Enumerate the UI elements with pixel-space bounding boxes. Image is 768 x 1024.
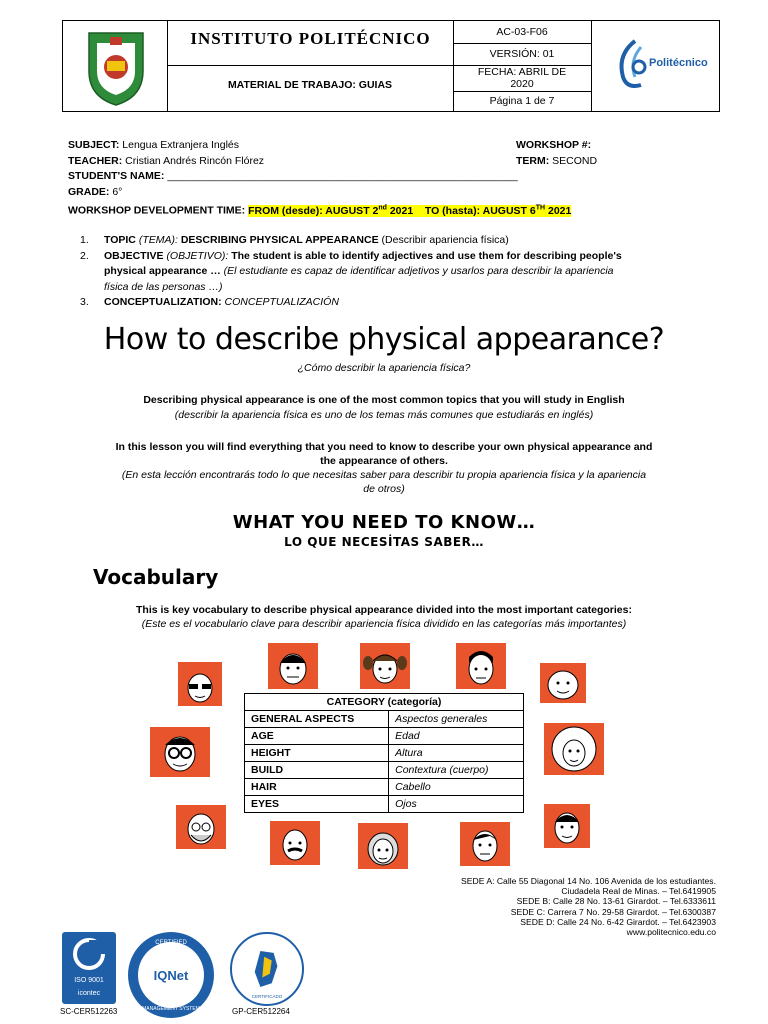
table-row: HEIGHT Altura bbox=[245, 745, 524, 762]
objective-label: OBJECTIVE bbox=[104, 249, 164, 262]
face-girl-pigtails-illustration bbox=[360, 643, 410, 689]
teacher-value: Cristian Andrés Rincón Flórez bbox=[122, 154, 265, 167]
face-short-hair-man-illustration bbox=[544, 804, 590, 848]
student-name-label: STUDENT'S NAME: bbox=[68, 170, 165, 182]
divider bbox=[591, 21, 592, 111]
intro-paragraph: Describing physical appearance is one of the most common topics that you will study in English (describir la apariencia física es uno de los temas más comunes que estudiarás en inglés) bbox=[143, 394, 625, 421]
student-name-field[interactable]: ____________________________________________________________ bbox=[164, 170, 518, 182]
face-old-woman-illustration bbox=[358, 823, 408, 869]
subject-value: Lengua Extranjera Inglés bbox=[119, 139, 240, 151]
page-subtitle: ¿Cómo describir la apariencia física? bbox=[297, 362, 471, 374]
ntcgp-badge: CERTIFICADO bbox=[230, 932, 304, 1006]
topic-value: DESCRIBING PHYSICAL APPEARANCE bbox=[177, 234, 379, 246]
need-to-know-subtitle: LO QUE NECESİTAS SABER… bbox=[284, 535, 484, 549]
objective-value: The student is able to identify adjectives and use them for describing people's bbox=[228, 249, 622, 262]
table-row: AGE Edad bbox=[245, 728, 524, 745]
objectives-list: 1. TOPIC (TEMA): DESCRIBING PHYSICAL APPEARANCE (Describir apariencia física) 2. OBJECTIVE (OBJETIVO): The student is able to identify adjectives and use them for describing people's physical appearance … (El estudiante es capaz de identificar adjetivos y usarlos para describir la apariencia física de las personas …) 3. CONCEPTUALIZATION: CONCEPTUALIZACIÓN bbox=[80, 234, 622, 308]
category-table bbox=[244, 693, 524, 813]
institution-name: INSTITUTO POLITÉCNICO bbox=[190, 29, 431, 48]
face-man-dark-hair-illustration bbox=[456, 643, 506, 689]
material-label: MATERIAL DE TRABAJO: GUIAS bbox=[227, 79, 393, 91]
term-value: SECOND bbox=[549, 154, 598, 167]
objective-translation: (El estudiante es capaz de identificar adjetivos y usarlos para describir la apariencia bbox=[220, 265, 614, 277]
face-round-man-illustration bbox=[540, 663, 586, 703]
face-beard-man-illustration bbox=[176, 805, 226, 849]
footer-addresses: SEDE A: Calle 55 Diagonal 14 No. 106 Avenida de los estudiantes. Ciudadela Real de Minas. – Tel.6419905 SEDE B: Calle 28 No. 13-61 Girardot. – Tel.6333611 SEDE C: Carrera 7 No. 29-58 Girardot. – Tel.6300387 SEDE D: Calle 24 No. 6-42 Girardot. – Tel.6423903 www.politecnico.edu.co bbox=[461, 876, 716, 938]
grade-value: 6° bbox=[109, 185, 123, 198]
document-code: AC-03-F06 bbox=[496, 26, 548, 38]
topic-label: TOPIC bbox=[104, 234, 136, 246]
divider bbox=[453, 91, 591, 92]
page-number: Página 1 de 7 bbox=[489, 95, 555, 107]
face-man-illustration bbox=[268, 643, 318, 689]
website-link[interactable]: www.politecnico.edu.co bbox=[626, 927, 716, 938]
date-line-2: 2020 bbox=[510, 78, 534, 90]
table-row: GENERAL ASPECTS Aspectos generales bbox=[245, 711, 524, 728]
face-young-man-illustration bbox=[460, 822, 510, 866]
vocabulary-heading: Vocabulary bbox=[93, 565, 219, 589]
politecnico-logo-text: Politécnico bbox=[649, 57, 708, 69]
date-line-1: FECHA: ABRIL DE bbox=[477, 66, 567, 78]
grade-label: GRADE: bbox=[68, 185, 110, 198]
face-woman-curly-illustration bbox=[544, 723, 604, 775]
vocabulary-intro: This is key vocabulary to describe physical appearance divided into the most important categories: (Este es el vocabulario clave para describir apariencia física dividido en las categorías más importantes) bbox=[136, 604, 632, 630]
category-table-header: CATEGORY (categoría) bbox=[245, 694, 524, 711]
conceptualization-label: CONCEPTUALIZATION: bbox=[104, 296, 222, 308]
page-title: How to describe physical appearance? bbox=[103, 322, 665, 357]
cert-code-1: SC-CER512263 bbox=[60, 1007, 118, 1016]
need-to-know-title: WHAT YOU NEED TO KNOW… bbox=[232, 512, 536, 533]
time-to: TO (hasta): AUGUST 6 bbox=[424, 204, 536, 217]
teacher-label: TEACHER: bbox=[68, 154, 123, 167]
cert-code-2: GP-CER512264 bbox=[232, 1007, 290, 1016]
student-info bbox=[68, 138, 728, 216]
lesson-paragraph: In this lesson you will find everything that you need to know to describe your own physical appearance and the appearance of others. (En esta lección encontrarás todo lo que necesitas saber para describir tu propia apariencia física y la apariencia de otros) bbox=[115, 441, 653, 495]
divider bbox=[453, 43, 591, 44]
document-version: VERSIÓN: 01 bbox=[489, 48, 555, 60]
table-row: BUILD Contextura (cuerpo) bbox=[245, 762, 524, 779]
face-mustache-illustration bbox=[270, 821, 320, 865]
face-glasses-illustration bbox=[150, 727, 210, 777]
workshop-label: WORKSHOP #: bbox=[516, 139, 592, 151]
iso-9001-badge: ISO 9001 icontec bbox=[62, 932, 116, 1004]
document-header bbox=[62, 20, 720, 112]
time-from: FROM (desde): AUGUST 2nd 2021 TO (hasta): AUGUST 6TH 2021 bbox=[248, 204, 572, 217]
term-label: TERM: bbox=[516, 154, 550, 167]
subject-label: SUBJECT: bbox=[68, 139, 120, 151]
table-row: HAIR Cabello bbox=[245, 779, 524, 796]
document-date bbox=[453, 66, 591, 90]
politecnico-logo bbox=[611, 33, 711, 93]
school-shield-logo bbox=[85, 27, 147, 107]
table-row: EYES Ojos bbox=[245, 796, 524, 813]
face-sunglasses-illustration bbox=[178, 662, 222, 706]
iqnet-badge: CERTIFIED IQNet MANAGEMENT SYSTEM bbox=[128, 932, 214, 1018]
time-label: WORKSHOP DEVELOPMENT TIME: bbox=[68, 204, 246, 217]
